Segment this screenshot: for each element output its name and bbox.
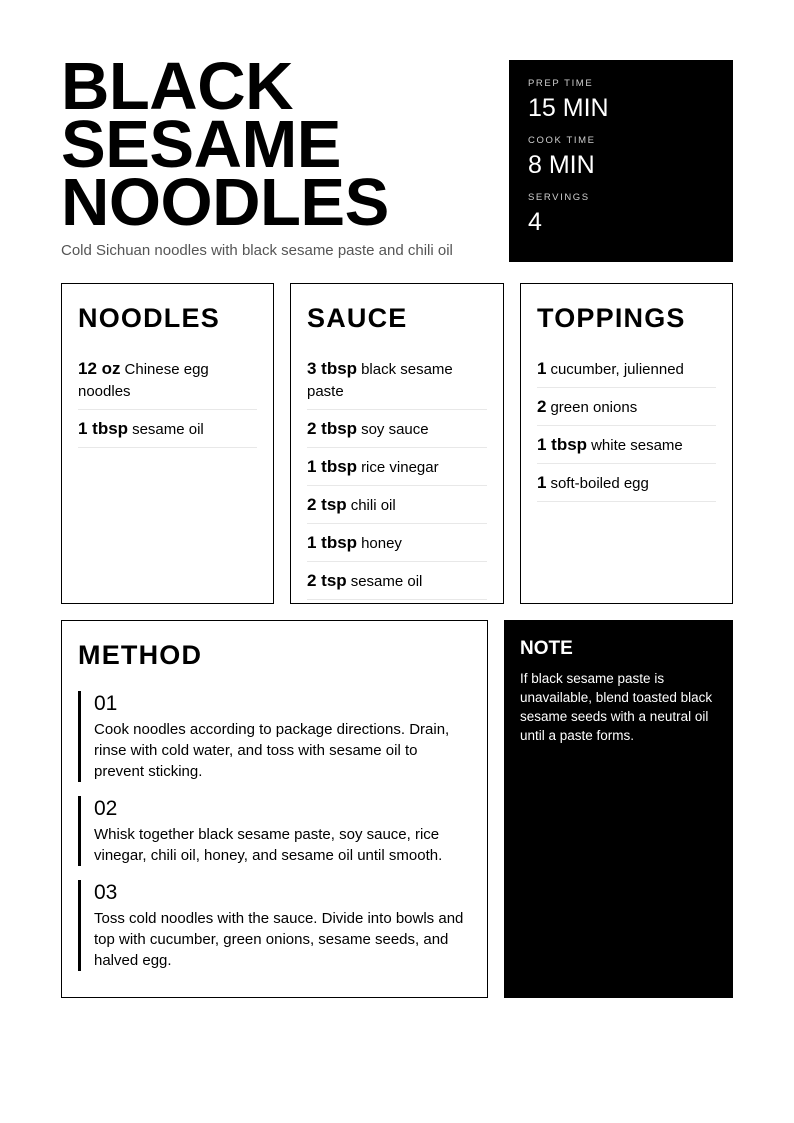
ingredient-quantity: 2 tsp bbox=[307, 571, 347, 590]
cook-time-label: COOK TIME bbox=[528, 135, 596, 146]
ingredient-quantity: 1 tbsp bbox=[307, 457, 358, 476]
ingredient-quantity: 1 tbsp bbox=[537, 435, 588, 454]
ingredient-quantity: 12 oz bbox=[78, 359, 121, 378]
ingredient-quantity: 3 tbsp bbox=[307, 359, 358, 378]
toppings-card bbox=[520, 283, 733, 604]
ingredient-quantity: 1 bbox=[537, 473, 547, 492]
noodles-ingredient-list bbox=[78, 354, 257, 448]
toppings-title: TOPPINGS bbox=[537, 303, 686, 333]
ingredient-name: rice vinegar bbox=[361, 459, 439, 476]
method-step bbox=[78, 691, 471, 782]
ingredient-name: sesame oil bbox=[132, 421, 204, 438]
ingredient-name: white sesame bbox=[591, 437, 683, 454]
ingredient-quantity: 2 bbox=[537, 397, 547, 416]
ingredient-quantity: 1 tbsp bbox=[78, 419, 129, 438]
step-text: Whisk together black sesame paste, soy sauce, rice vinegar, chili oil, honey, and sesame oil until smooth. bbox=[94, 826, 443, 864]
method-title: METHOD bbox=[78, 640, 203, 670]
ingredient-item bbox=[307, 354, 487, 410]
noodles-card bbox=[61, 283, 274, 604]
ingredient-name: soft-boiled egg bbox=[550, 475, 649, 492]
step-text: Cook noodles according to package directions. Drain, rinse with cold water, and toss with sesame oil to prevent sticking. bbox=[94, 721, 450, 780]
recipe-meta-panel bbox=[509, 60, 733, 262]
sauce-ingredient-list bbox=[307, 354, 487, 600]
ingredient-name: sesame oil bbox=[350, 573, 423, 590]
note-title: NOTE bbox=[520, 638, 573, 659]
ingredient-item bbox=[307, 528, 487, 562]
method-step bbox=[78, 880, 471, 971]
step-number: 02 bbox=[94, 797, 118, 820]
toppings-ingredient-list bbox=[537, 354, 716, 502]
ingredient-name: soy sauce bbox=[361, 421, 429, 438]
cook-time-value: 8 MIN bbox=[528, 151, 595, 179]
ingredient-item bbox=[78, 354, 257, 410]
method-step bbox=[78, 796, 471, 866]
method-card bbox=[61, 620, 488, 998]
sauce-card bbox=[290, 283, 504, 604]
ingredient-item bbox=[537, 354, 716, 388]
ingredient-quantity: 1 bbox=[537, 359, 547, 378]
note-text: If black sesame paste is unavailable, blend toasted black sesame seeds with a neutral oil until a paste forms. bbox=[520, 671, 713, 743]
recipe-title-line: NOODLES bbox=[61, 165, 389, 240]
ingredient-item bbox=[307, 566, 487, 600]
ingredient-name: chili oil bbox=[350, 497, 396, 514]
servings-label: SERVINGS bbox=[528, 192, 590, 203]
prep-time-label: PREP TIME bbox=[528, 78, 594, 89]
recipe-title bbox=[61, 49, 491, 240]
ingredient-quantity: 2 tsp bbox=[307, 495, 347, 514]
ingredient-name: green onions bbox=[550, 399, 638, 416]
sauce-title: SAUCE bbox=[307, 303, 408, 333]
ingredient-item bbox=[78, 414, 257, 448]
ingredient-item bbox=[307, 452, 487, 486]
ingredient-name: black sesame paste bbox=[307, 361, 453, 400]
ingredient-item bbox=[307, 490, 487, 524]
recipe-subtitle: Cold Sichuan noodles with black sesame paste and chili oil bbox=[61, 242, 453, 259]
ingredient-quantity: 1 tbsp bbox=[307, 533, 358, 552]
note-panel bbox=[504, 620, 733, 998]
step-number: 03 bbox=[94, 881, 118, 904]
ingredient-item bbox=[537, 430, 716, 464]
ingredient-name: cucumber, julienned bbox=[550, 361, 684, 378]
step-text: Toss cold noodles with the sauce. Divide into bowls and top with cucumber, green onions, sesame seeds, and halved egg. bbox=[94, 910, 464, 969]
noodles-title: NOODLES bbox=[78, 303, 220, 333]
ingredient-item bbox=[307, 414, 487, 448]
ingredient-item bbox=[537, 392, 716, 426]
ingredient-name: Chinese egg noodles bbox=[78, 361, 209, 400]
ingredient-quantity: 2 tbsp bbox=[307, 419, 358, 438]
step-number: 01 bbox=[94, 692, 118, 715]
recipe-title-line: SESAME bbox=[61, 107, 341, 182]
servings-value: 4 bbox=[528, 208, 542, 236]
ingredient-item bbox=[537, 468, 716, 502]
prep-time-value: 15 MIN bbox=[528, 94, 609, 122]
recipe-title-line: BLACK bbox=[61, 49, 293, 124]
ingredient-name: honey bbox=[361, 535, 402, 552]
